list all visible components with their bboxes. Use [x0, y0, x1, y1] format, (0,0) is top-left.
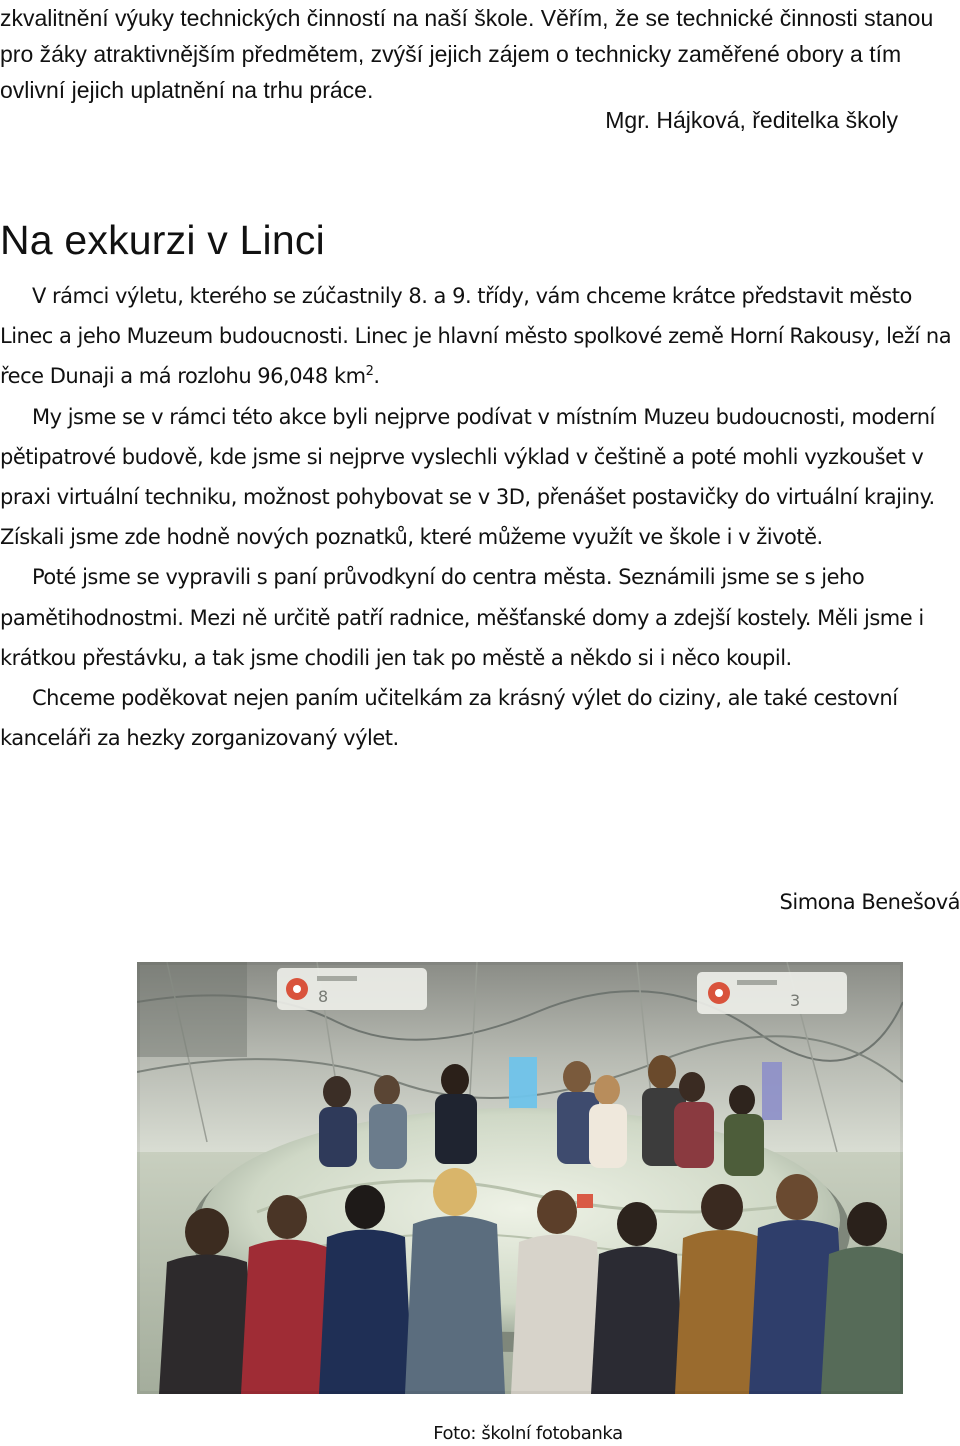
article-title: Na exkurzi v Linci — [0, 217, 325, 263]
intro-paragraph: zkvalitnění výuky technických činností na naší škole. Věřím, že se technické činnosti stanou pro žáky atraktivnějším předmětem, zvýší jejich zájem o technicky zaměřené obory a tím ovlivní jejich uplatnění na trhu práce. — [0, 5, 934, 103]
paragraph-1-end: . — [373, 364, 380, 389]
photo-caption-text: Foto: školní fotobanka — [433, 1423, 623, 1444]
paragraph-4: Chceme poděkovat nejen paním učitelkám za krásný výlet do ciziny, ale také cestovní kanceláři za hezky zorganizovaný výlet. — [0, 686, 898, 751]
article-body — [0, 276, 960, 758]
photo-caption — [0, 1422, 960, 1446]
left-info-panel — [277, 968, 427, 1010]
paragraph-1-text: V rámci výletu, kterého se zúčastnily 8. a 9. třídy, vám chceme krátce představit město Linec a jeho Muzeum budoucnosti. Linec je hlavní město spolkové země Horní Rakousy, leží na řece Dunaji a má rozlohu 96,048 km — [0, 284, 952, 389]
superscript-2: 2 — [365, 364, 374, 380]
museum-photo-illustration — [137, 962, 903, 1394]
paragraph-3: Poté jsme se vypravili s paní průvodkyní do centra města. Seznámili jsme se s jeho pamětihodnostmi. Mezi ně určitě patří radnice, měšťanské domy a zdejší kostely. Měli jsme i krátkou přestávku, a tak jsme chodili jen tak po městě a někdo si i něco koupil. — [0, 565, 924, 670]
right-panel-number: 3 — [790, 991, 801, 1010]
author-signature: Simona Benešová — [779, 890, 960, 914]
paragraph-1 — [0, 276, 960, 397]
paragraph-2: My jsme se v rámci této akce byli nejprve podívat v místním Muzeu budoucnosti, moderní pětipatrové budově, kde jsme si nejprve vyslechli výklad v češtině a poté mohli vyzkoušet v praxi virtuální techniku, možnost pohybovat se v 3D, přenášet postavičky do virtuální krajiny. Získali jsme zde hodně nových poznatků, které můžeme využít ve škole i v životě. — [0, 404, 935, 550]
left-panel-number: 8 — [318, 987, 329, 1006]
principal-signature: Mgr. Hájková, ředitelka školy — [605, 107, 898, 133]
right-info-panel — [697, 972, 847, 1014]
museum-photo — [137, 962, 903, 1394]
